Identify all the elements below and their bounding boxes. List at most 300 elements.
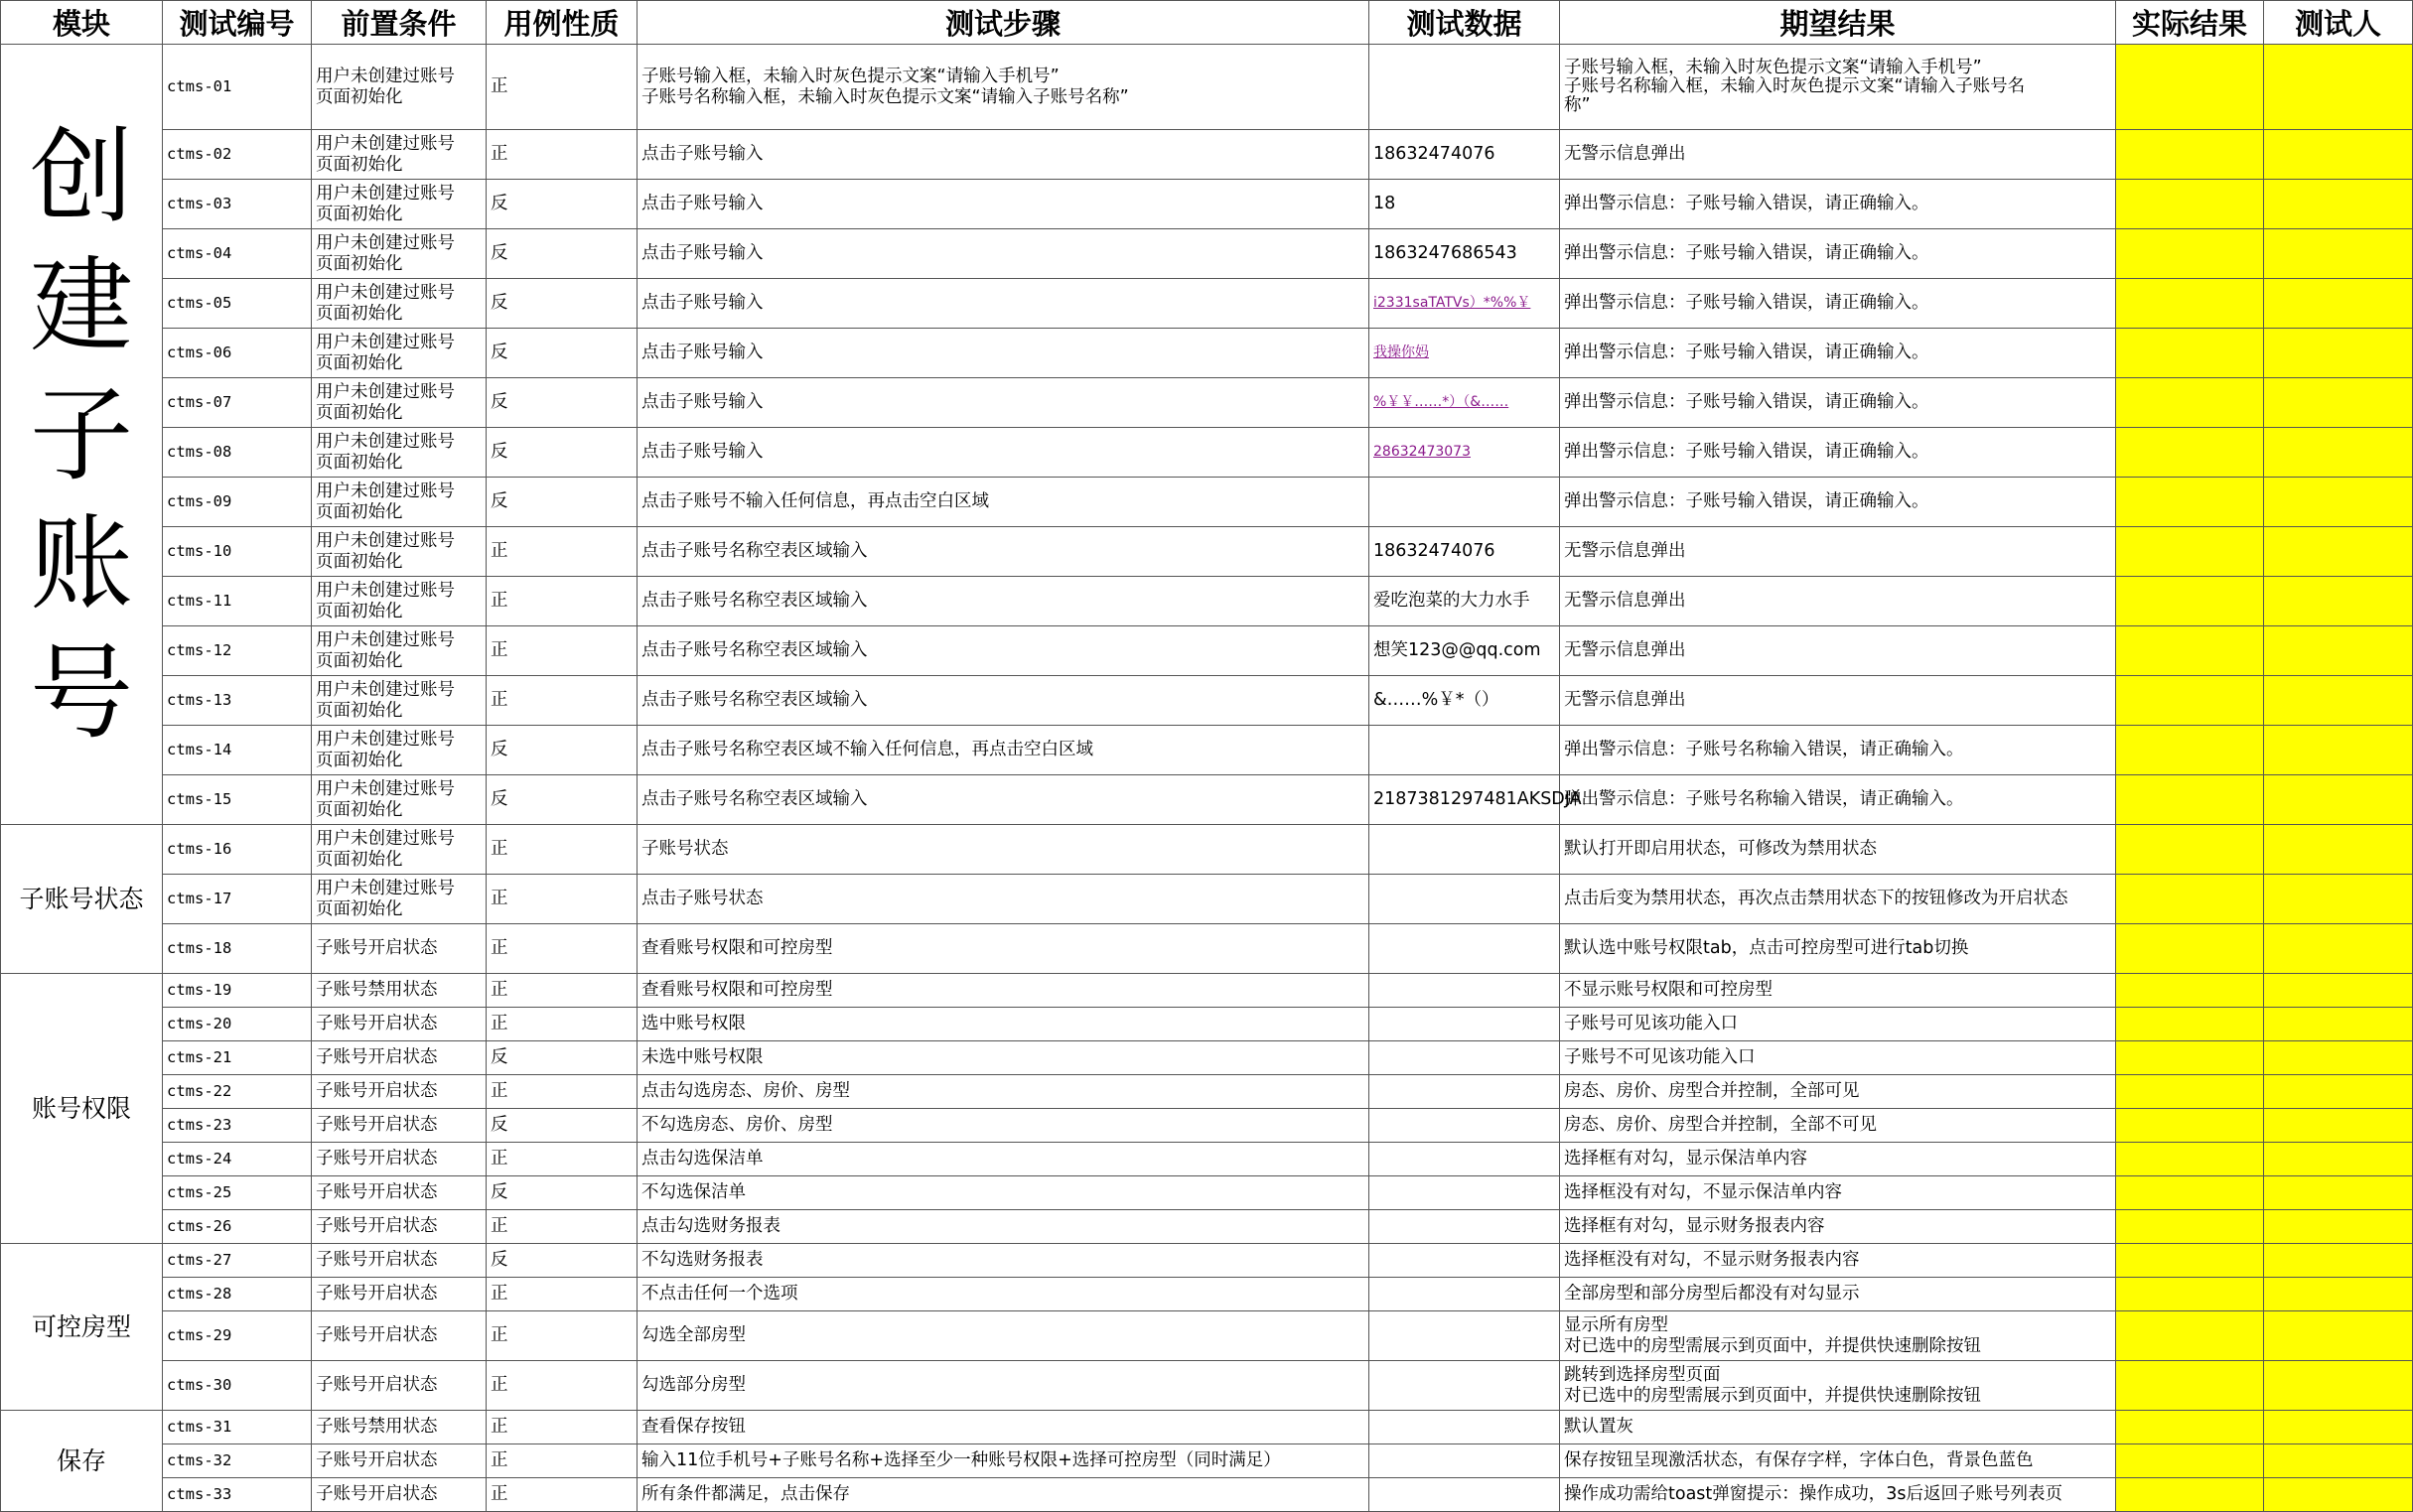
- cell-case-type[interactable]: 反: [487, 1176, 638, 1210]
- table-row: [1, 1311, 2413, 1361]
- table-row: [1, 428, 2413, 478]
- cell-actual-result[interactable]: [2116, 775, 2264, 825]
- cell-case-type[interactable]: 正: [487, 577, 638, 626]
- cell-test-data[interactable]: 18: [1369, 180, 1560, 229]
- cell-expected-result[interactable]: 弹出警示信息：子账号输入错误，请正确输入。: [1560, 279, 2116, 329]
- cell-test-data[interactable]: 28632473073: [1369, 428, 1560, 478]
- cell-precondition[interactable]: 子账号开启状态: [312, 1109, 487, 1143]
- cell-expected-result[interactable]: 无警示信息弹出: [1560, 527, 2116, 577]
- cell-actual-result[interactable]: [2116, 726, 2264, 775]
- cell-case-type[interactable]: 正: [487, 1210, 638, 1244]
- cell-test-data[interactable]: [1369, 1041, 1560, 1075]
- cell-test-id[interactable]: ctms-07: [163, 378, 312, 428]
- cell-actual-result[interactable]: [2116, 478, 2264, 527]
- cell-test-data[interactable]: [1369, 1210, 1560, 1244]
- cell-test-id[interactable]: ctms-27: [163, 1244, 312, 1278]
- module-controllable-room-type[interactable]: 可控房型: [1, 1244, 163, 1411]
- header-test-steps[interactable]: 测试步骤: [638, 1, 1369, 45]
- cell-expected-result[interactable]: 弹出警示信息：子账号输入错误，请正确输入。: [1560, 329, 2116, 378]
- cell-expected-result[interactable]: 无警示信息弹出: [1560, 130, 2116, 180]
- cell-test-id[interactable]: ctms-22: [163, 1075, 312, 1109]
- cell-case-type[interactable]: 反: [487, 378, 638, 428]
- cell-test-data[interactable]: [1369, 1075, 1560, 1109]
- cell-test-step[interactable]: 未选中账号权限: [638, 1041, 1369, 1075]
- cell-test-id[interactable]: ctms-02: [163, 130, 312, 180]
- cell-test-data[interactable]: [1369, 1176, 1560, 1210]
- cell-expected-result[interactable]: 无警示信息弹出: [1560, 676, 2116, 726]
- cell-test-id[interactable]: ctms-20: [163, 1008, 312, 1041]
- module-create-subaccount[interactable]: 创建子账号: [1, 45, 163, 825]
- cell-actual-result[interactable]: [2116, 1008, 2264, 1041]
- cell-test-data[interactable]: 我操你妈: [1369, 329, 1560, 378]
- cell-case-type[interactable]: 反: [487, 180, 638, 229]
- cell-test-data[interactable]: [1369, 1008, 1560, 1041]
- cell-test-id[interactable]: ctms-01: [163, 45, 312, 130]
- cell-precondition[interactable]: 子账号开启状态: [312, 1041, 487, 1075]
- cell-test-id[interactable]: ctms-18: [163, 924, 312, 974]
- cell-test-step[interactable]: 查看账号权限和可控房型: [638, 924, 1369, 974]
- cell-case-type[interactable]: 反: [487, 329, 638, 378]
- cell-case-type[interactable]: 反: [487, 478, 638, 527]
- cell-test-step[interactable]: 查看保存按钮: [638, 1411, 1369, 1444]
- cell-case-type[interactable]: 反: [487, 1109, 638, 1143]
- cell-case-type[interactable]: 反: [487, 279, 638, 329]
- cell-test-data[interactable]: 爱吃泡菜的大力水手: [1369, 577, 1560, 626]
- cell-tester[interactable]: [2264, 180, 2413, 229]
- cell-test-id[interactable]: ctms-13: [163, 676, 312, 726]
- cell-test-id[interactable]: ctms-21: [163, 1041, 312, 1075]
- cell-test-id[interactable]: ctms-09: [163, 478, 312, 527]
- cell-tester[interactable]: [2264, 1210, 2413, 1244]
- cell-expected-result[interactable]: 弹出警示信息：子账号输入错误，请正确输入。: [1560, 378, 2116, 428]
- table-row: [1, 130, 2413, 180]
- cell-case-type[interactable]: 正: [487, 1411, 638, 1444]
- cell-test-step[interactable]: 点击子账号输入: [638, 428, 1369, 478]
- cell-actual-result[interactable]: [2116, 279, 2264, 329]
- header-case-type[interactable]: 用例性质: [487, 1, 638, 45]
- cell-tester[interactable]: [2264, 1278, 2413, 1311]
- table-row: [1, 1361, 2413, 1411]
- cell-test-step[interactable]: 查看账号权限和可控房型: [638, 974, 1369, 1008]
- cell-expected-result[interactable]: 子账号可见该功能入口: [1560, 1008, 2116, 1041]
- cell-precondition[interactable]: 子账号开启状态: [312, 1176, 487, 1210]
- cell-test-data[interactable]: [1369, 924, 1560, 974]
- cell-actual-result[interactable]: [2116, 626, 2264, 676]
- header-test-data[interactable]: 测试数据: [1369, 1, 1560, 45]
- cell-test-data[interactable]: [1369, 45, 1560, 130]
- cell-tester[interactable]: [2264, 1478, 2413, 1512]
- cell-precondition[interactable]: 子账号开启状态: [312, 1311, 487, 1361]
- cell-tester[interactable]: [2264, 626, 2413, 676]
- cell-test-step[interactable]: 点击子账号名称空表区域输入: [638, 527, 1369, 577]
- cell-test-step[interactable]: 点击子账号输入: [638, 130, 1369, 180]
- header-precondition[interactable]: 前置条件: [312, 1, 487, 45]
- cell-expected-result[interactable]: 弹出警示信息：子账号输入错误，请正确输入。: [1560, 180, 2116, 229]
- cell-test-step[interactable]: 点击子账号不输入任何信息，再点击空白区域: [638, 478, 1369, 527]
- cell-test-data[interactable]: [1369, 1109, 1560, 1143]
- cell-test-id[interactable]: ctms-24: [163, 1143, 312, 1176]
- cell-test-step[interactable]: 点击子账号输入: [638, 329, 1369, 378]
- cell-test-data[interactable]: [1369, 974, 1560, 1008]
- cell-actual-result[interactable]: [2116, 676, 2264, 726]
- table-row: [1, 775, 2413, 825]
- cell-test-id[interactable]: ctms-29: [163, 1311, 312, 1361]
- cell-tester[interactable]: [2264, 924, 2413, 974]
- cell-actual-result[interactable]: [2116, 924, 2264, 974]
- cell-case-type[interactable]: 反: [487, 428, 638, 478]
- cell-tester[interactable]: [2264, 676, 2413, 726]
- cell-test-step[interactable]: 输入11位手机号+子账号名称+选择至少一种账号权限+选择可控房型（同时满足）: [638, 1444, 1369, 1478]
- table-row: [1, 974, 2413, 1008]
- cell-case-type[interactable]: 正: [487, 676, 638, 726]
- cell-test-id[interactable]: ctms-11: [163, 577, 312, 626]
- cell-case-type[interactable]: 正: [487, 527, 638, 577]
- cell-test-id[interactable]: ctms-33: [163, 1478, 312, 1512]
- cell-test-id[interactable]: ctms-32: [163, 1444, 312, 1478]
- cell-case-type[interactable]: 正: [487, 1075, 638, 1109]
- cell-expected-result[interactable]: 默认置灰: [1560, 1411, 2116, 1444]
- cell-test-id[interactable]: ctms-28: [163, 1278, 312, 1311]
- cell-precondition[interactable]: 用户未创建过账号 页面初始化: [312, 626, 487, 676]
- cell-expected-result[interactable]: 子账号不可见该功能入口: [1560, 1041, 2116, 1075]
- table-row: [1, 676, 2413, 726]
- cell-tester[interactable]: [2264, 726, 2413, 775]
- cell-actual-result[interactable]: [2116, 45, 2264, 130]
- cell-test-id[interactable]: ctms-05: [163, 279, 312, 329]
- cell-precondition[interactable]: 用户未创建过账号 页面初始化: [312, 577, 487, 626]
- cell-case-type[interactable]: 正: [487, 1444, 638, 1478]
- cell-expected-result[interactable]: 跳转到选择房型页面 对已选中的房型需展示到页面中，并提供快速删除按钮: [1560, 1361, 2116, 1411]
- cell-test-id[interactable]: ctms-10: [163, 527, 312, 577]
- cell-case-type[interactable]: 反: [487, 726, 638, 775]
- cell-expected-result[interactable]: 点击后变为禁用状态，再次点击禁用状态下的按钮修改为开启状态: [1560, 875, 2116, 924]
- cell-case-type[interactable]: 正: [487, 626, 638, 676]
- cell-precondition[interactable]: 用户未创建过账号 页面初始化: [312, 875, 487, 924]
- cell-actual-result[interactable]: [2116, 1444, 2264, 1478]
- cell-test-data[interactable]: 想笑123@@qq.com: [1369, 626, 1560, 676]
- cell-precondition[interactable]: 子账号禁用状态: [312, 1411, 487, 1444]
- cell-test-data[interactable]: [1369, 1411, 1560, 1444]
- cell-tester[interactable]: [2264, 428, 2413, 478]
- table-body: [1, 45, 2413, 1512]
- cell-case-type[interactable]: 正: [487, 1361, 638, 1411]
- cell-actual-result[interactable]: [2116, 1244, 2264, 1278]
- cell-tester[interactable]: [2264, 875, 2413, 924]
- cell-expected-result[interactable]: 弹出警示信息：子账号名称输入错误，请正确输入。: [1560, 726, 2116, 775]
- cell-test-data[interactable]: 1863247686543: [1369, 229, 1560, 279]
- cell-actual-result[interactable]: [2116, 180, 2264, 229]
- cell-tester[interactable]: [2264, 1444, 2413, 1478]
- cell-actual-result[interactable]: [2116, 527, 2264, 577]
- cell-test-id[interactable]: ctms-16: [163, 825, 312, 875]
- cell-case-type[interactable]: 正: [487, 1008, 638, 1041]
- cell-actual-result[interactable]: [2116, 229, 2264, 279]
- cell-case-type[interactable]: 正: [487, 924, 638, 974]
- cell-test-id[interactable]: ctms-04: [163, 229, 312, 279]
- header-test-id[interactable]: 测试编号: [163, 1, 312, 45]
- table-row: [1, 329, 2413, 378]
- cell-actual-result[interactable]: [2116, 1041, 2264, 1075]
- cell-case-type[interactable]: 正: [487, 825, 638, 875]
- cell-tester[interactable]: [2264, 1361, 2413, 1411]
- cell-precondition[interactable]: 用户未创建过账号 页面初始化: [312, 45, 487, 130]
- table-row: [1, 478, 2413, 527]
- cell-test-data[interactable]: 18632474076: [1369, 130, 1560, 180]
- cell-test-id[interactable]: ctms-14: [163, 726, 312, 775]
- cell-case-type[interactable]: 反: [487, 1244, 638, 1278]
- cell-actual-result[interactable]: [2116, 1478, 2264, 1512]
- cell-precondition[interactable]: 子账号开启状态: [312, 1143, 487, 1176]
- cell-test-step[interactable]: 点击子账号名称空表区域输入: [638, 775, 1369, 825]
- cell-expected-result[interactable]: 房态、房价、房型合并控制，全部可见: [1560, 1075, 2116, 1109]
- cell-test-step[interactable]: 点击勾选财务报表: [638, 1210, 1369, 1244]
- cell-test-step[interactable]: 子账号输入框，未输入时灰色提示文案“请输入手机号” 子账号名称输入框，未输入时灰色提示文案“请输入子账号名称”: [638, 45, 1369, 130]
- cell-tester[interactable]: [2264, 1143, 2413, 1176]
- cell-case-type[interactable]: 正: [487, 130, 638, 180]
- cell-precondition[interactable]: 用户未创建过账号 页面初始化: [312, 527, 487, 577]
- cell-actual-result[interactable]: [2116, 1278, 2264, 1311]
- cell-tester[interactable]: [2264, 1041, 2413, 1075]
- cell-actual-result[interactable]: [2116, 577, 2264, 626]
- cell-test-id[interactable]: ctms-06: [163, 329, 312, 378]
- cell-actual-result[interactable]: [2116, 1176, 2264, 1210]
- cell-case-type[interactable]: 正: [487, 1311, 638, 1361]
- cell-test-step[interactable]: 点击子账号名称空表区域输入: [638, 626, 1369, 676]
- cell-test-id[interactable]: ctms-12: [163, 626, 312, 676]
- cell-tester[interactable]: [2264, 279, 2413, 329]
- header-expected-result[interactable]: 期望结果: [1560, 1, 2116, 45]
- cell-test-step[interactable]: 点击子账号输入: [638, 378, 1369, 428]
- cell-expected-result[interactable]: 弹出警示信息：子账号输入错误，请正确输入。: [1560, 478, 2116, 527]
- cell-expected-result[interactable]: 无警示信息弹出: [1560, 577, 2116, 626]
- cell-test-id[interactable]: ctms-19: [163, 974, 312, 1008]
- table-row: [1, 1244, 2413, 1278]
- cell-tester[interactable]: [2264, 1176, 2413, 1210]
- cell-test-step[interactable]: 点击子账号输入: [638, 279, 1369, 329]
- cell-tester[interactable]: [2264, 974, 2413, 1008]
- cell-test-data[interactable]: &……%￥*（）: [1369, 676, 1560, 726]
- cell-tester[interactable]: [2264, 775, 2413, 825]
- header-actual-result[interactable]: 实际结果: [2116, 1, 2264, 45]
- cell-case-type[interactable]: 正: [487, 974, 638, 1008]
- cell-precondition[interactable]: 用户未创建过账号 页面初始化: [312, 180, 487, 229]
- cell-test-step[interactable]: 不勾选保洁单: [638, 1176, 1369, 1210]
- cell-test-id[interactable]: ctms-25: [163, 1176, 312, 1210]
- cell-expected-result[interactable]: 选择框没有对勾，不显示保洁单内容: [1560, 1176, 2116, 1210]
- cell-expected-result[interactable]: 子账号输入框，未输入时灰色提示文案“请输入手机号” 子账号名称输入框，未输入时灰色提示文案“请输入子账号名 称”: [1560, 45, 2116, 130]
- cell-actual-result[interactable]: [2116, 825, 2264, 875]
- cell-tester[interactable]: [2264, 229, 2413, 279]
- header-module[interactable]: 模块: [1, 1, 163, 45]
- cell-expected-result[interactable]: 弹出警示信息：子账号输入错误，请正确输入。: [1560, 229, 2116, 279]
- cell-tester[interactable]: [2264, 478, 2413, 527]
- cell-tester[interactable]: [2264, 527, 2413, 577]
- cell-actual-result[interactable]: [2116, 378, 2264, 428]
- cell-tester[interactable]: [2264, 378, 2413, 428]
- cell-tester[interactable]: [2264, 1109, 2413, 1143]
- module-account-permission[interactable]: 账号权限: [1, 974, 163, 1244]
- cell-test-step[interactable]: 点击子账号名称空表区域不输入任何信息，再点击空白区域: [638, 726, 1369, 775]
- cell-test-data[interactable]: [1369, 1311, 1560, 1361]
- cell-expected-result[interactable]: 全部房型和部分房型后都没有对勾显示: [1560, 1278, 2116, 1311]
- cell-actual-result[interactable]: [2116, 974, 2264, 1008]
- cell-tester[interactable]: [2264, 825, 2413, 875]
- cell-test-step[interactable]: 勾选全部房型: [638, 1311, 1369, 1361]
- cell-expected-result[interactable]: 默认选中账号权限tab，点击可控房型可进行tab切换: [1560, 924, 2116, 974]
- cell-test-id[interactable]: ctms-23: [163, 1109, 312, 1143]
- cell-precondition[interactable]: 用户未创建过账号 页面初始化: [312, 428, 487, 478]
- cell-case-type[interactable]: 正: [487, 1478, 638, 1512]
- cell-test-data[interactable]: [1369, 726, 1560, 775]
- cell-test-data[interactable]: [1369, 1244, 1560, 1278]
- cell-precondition[interactable]: 子账号开启状态: [312, 924, 487, 974]
- cell-tester[interactable]: [2264, 1411, 2413, 1444]
- cell-actual-result[interactable]: [2116, 1361, 2264, 1411]
- cell-test-id[interactable]: ctms-03: [163, 180, 312, 229]
- cell-test-data[interactable]: [1369, 1444, 1560, 1478]
- cell-actual-result[interactable]: [2116, 329, 2264, 378]
- cell-actual-result[interactable]: [2116, 428, 2264, 478]
- cell-test-step[interactable]: 点击勾选保洁单: [638, 1143, 1369, 1176]
- cell-case-type[interactable]: 反: [487, 775, 638, 825]
- cell-case-type[interactable]: 正: [487, 1278, 638, 1311]
- cell-test-id[interactable]: ctms-15: [163, 775, 312, 825]
- cell-test-step[interactable]: 点击子账号名称空表区域输入: [638, 676, 1369, 726]
- table-row: [1, 626, 2413, 676]
- cell-test-data[interactable]: i2331saTATVs）*%%￥: [1369, 279, 1560, 329]
- cell-expected-result[interactable]: 弹出警示信息：子账号输入错误，请正确输入。: [1560, 428, 2116, 478]
- cell-precondition[interactable]: 用户未创建过账号 页面初始化: [312, 279, 487, 329]
- table-row: [1, 1109, 2413, 1143]
- cell-precondition[interactable]: 用户未创建过账号 页面初始化: [312, 825, 487, 875]
- cell-case-type[interactable]: 反: [487, 229, 638, 279]
- cell-tester[interactable]: [2264, 45, 2413, 130]
- cell-actual-result[interactable]: [2116, 1311, 2264, 1361]
- cell-precondition[interactable]: 子账号开启状态: [312, 1075, 487, 1109]
- cell-precondition[interactable]: 子账号开启状态: [312, 1444, 487, 1478]
- cell-actual-result[interactable]: [2116, 1210, 2264, 1244]
- cell-expected-result[interactable]: 选择框没有对勾，不显示财务报表内容: [1560, 1244, 2116, 1278]
- table-row: [1, 1444, 2413, 1478]
- cell-test-id[interactable]: ctms-30: [163, 1361, 312, 1411]
- cell-precondition[interactable]: 用户未创建过账号 页面初始化: [312, 229, 487, 279]
- cell-expected-result[interactable]: 不显示账号权限和可控房型: [1560, 974, 2116, 1008]
- cell-expected-result[interactable]: 默认打开即启用状态，可修改为禁用状态: [1560, 825, 2116, 875]
- cell-precondition[interactable]: 用户未创建过账号 页面初始化: [312, 676, 487, 726]
- table-row: [1, 378, 2413, 428]
- cell-case-type[interactable]: 反: [487, 1041, 638, 1075]
- cell-actual-result[interactable]: [2116, 1143, 2264, 1176]
- cell-test-id[interactable]: ctms-08: [163, 428, 312, 478]
- cell-precondition[interactable]: 用户未创建过账号 页面初始化: [312, 726, 487, 775]
- table-row: [1, 279, 2413, 329]
- cell-actual-result[interactable]: [2116, 1411, 2264, 1444]
- cell-precondition[interactable]: 子账号开启状态: [312, 1008, 487, 1041]
- cell-test-data[interactable]: 18632474076: [1369, 527, 1560, 577]
- table-row: [1, 577, 2413, 626]
- table-row: [1, 1210, 2413, 1244]
- cell-precondition[interactable]: 子账号开启状态: [312, 1210, 487, 1244]
- cell-tester[interactable]: [2264, 1075, 2413, 1109]
- cell-tester[interactable]: [2264, 329, 2413, 378]
- cell-expected-result[interactable]: 选择框有对勾，显示保洁单内容: [1560, 1143, 2116, 1176]
- cell-test-id[interactable]: ctms-17: [163, 875, 312, 924]
- cell-test-step[interactable]: 不勾选房态、房价、房型: [638, 1109, 1369, 1143]
- cell-actual-result[interactable]: [2116, 875, 2264, 924]
- cell-test-step[interactable]: 选中账号权限: [638, 1008, 1369, 1041]
- cell-precondition[interactable]: 用户未创建过账号 页面初始化: [312, 378, 487, 428]
- cell-test-step[interactable]: 点击子账号状态: [638, 875, 1369, 924]
- cell-actual-result[interactable]: [2116, 1109, 2264, 1143]
- cell-case-type[interactable]: 正: [487, 875, 638, 924]
- cell-tester[interactable]: [2264, 1008, 2413, 1041]
- header-tester[interactable]: 测试人: [2264, 1, 2413, 45]
- cell-test-data[interactable]: [1369, 875, 1560, 924]
- cell-test-data[interactable]: 2187381297481AKSDJA: [1369, 775, 1560, 825]
- cell-test-step[interactable]: 点击子账号输入: [638, 180, 1369, 229]
- cell-precondition[interactable]: 子账号开启状态: [312, 1244, 487, 1278]
- cell-test-step[interactable]: 点击勾选房态、房价、房型: [638, 1075, 1369, 1109]
- cell-expected-result[interactable]: 保存按钮呈现激活状态，有保存字样，字体白色，背景色蓝色: [1560, 1444, 2116, 1478]
- cell-test-data[interactable]: [1369, 825, 1560, 875]
- cell-precondition[interactable]: 用户未创建过账号 页面初始化: [312, 130, 487, 180]
- cell-test-step[interactable]: 点击子账号名称空表区域输入: [638, 577, 1369, 626]
- cell-test-step[interactable]: 所有条件都满足，点击保存: [638, 1478, 1369, 1512]
- cell-test-data[interactable]: [1369, 1361, 1560, 1411]
- cell-precondition[interactable]: 子账号开启状态: [312, 1478, 487, 1512]
- cell-test-step[interactable]: 勾选部分房型: [638, 1361, 1369, 1411]
- cell-tester[interactable]: [2264, 1244, 2413, 1278]
- cell-test-step[interactable]: 点击子账号输入: [638, 229, 1369, 279]
- cell-tester[interactable]: [2264, 130, 2413, 180]
- cell-expected-result[interactable]: 无警示信息弹出: [1560, 626, 2116, 676]
- cell-test-id[interactable]: ctms-26: [163, 1210, 312, 1244]
- cell-precondition[interactable]: 子账号开启状态: [312, 1361, 487, 1411]
- table-row: [1, 1176, 2413, 1210]
- cell-precondition[interactable]: 用户未创建过账号 页面初始化: [312, 478, 487, 527]
- cell-test-data[interactable]: %￥￥……*）（&……: [1369, 378, 1560, 428]
- cell-tester[interactable]: [2264, 577, 2413, 626]
- cell-test-data[interactable]: [1369, 1143, 1560, 1176]
- cell-expected-result[interactable]: 操作成功需给toast弹窗提示：操作成功，3s后返回子账号列表页: [1560, 1478, 2116, 1512]
- cell-expected-result[interactable]: 选择框有对勾，显示财务报表内容: [1560, 1210, 2116, 1244]
- cell-expected-result[interactable]: 显示所有房型 对已选中的房型需展示到页面中，并提供快速删除按钮: [1560, 1311, 2116, 1361]
- cell-actual-result[interactable]: [2116, 130, 2264, 180]
- cell-precondition[interactable]: 子账号禁用状态: [312, 974, 487, 1008]
- module-save[interactable]: 保存: [1, 1411, 163, 1512]
- cell-expected-result[interactable]: 房态、房价、房型合并控制，全部不可见: [1560, 1109, 2116, 1143]
- cell-case-type[interactable]: 正: [487, 45, 638, 130]
- cell-precondition[interactable]: 子账号开启状态: [312, 1278, 487, 1311]
- cell-test-step[interactable]: 不勾选财务报表: [638, 1244, 1369, 1278]
- cell-test-data[interactable]: [1369, 1478, 1560, 1512]
- cell-test-step[interactable]: 不点击任何一个选项: [638, 1278, 1369, 1311]
- table-row: [1, 1278, 2413, 1311]
- cell-test-step[interactable]: 子账号状态: [638, 825, 1369, 875]
- table-row: [1, 1478, 2413, 1512]
- cell-actual-result[interactable]: [2116, 1075, 2264, 1109]
- cell-test-data[interactable]: [1369, 1278, 1560, 1311]
- module-subaccount-status[interactable]: 子账号状态: [1, 825, 163, 974]
- table-row: [1, 180, 2413, 229]
- cell-precondition[interactable]: 用户未创建过账号 页面初始化: [312, 775, 487, 825]
- cell-tester[interactable]: [2264, 1311, 2413, 1361]
- cell-test-data[interactable]: [1369, 478, 1560, 527]
- cell-test-id[interactable]: ctms-31: [163, 1411, 312, 1444]
- cell-case-type[interactable]: 正: [487, 1143, 638, 1176]
- cell-expected-result[interactable]: 弹出警示信息：子账号名称输入错误，请正确输入。: [1560, 775, 2116, 825]
- cell-precondition[interactable]: 用户未创建过账号 页面初始化: [312, 329, 487, 378]
